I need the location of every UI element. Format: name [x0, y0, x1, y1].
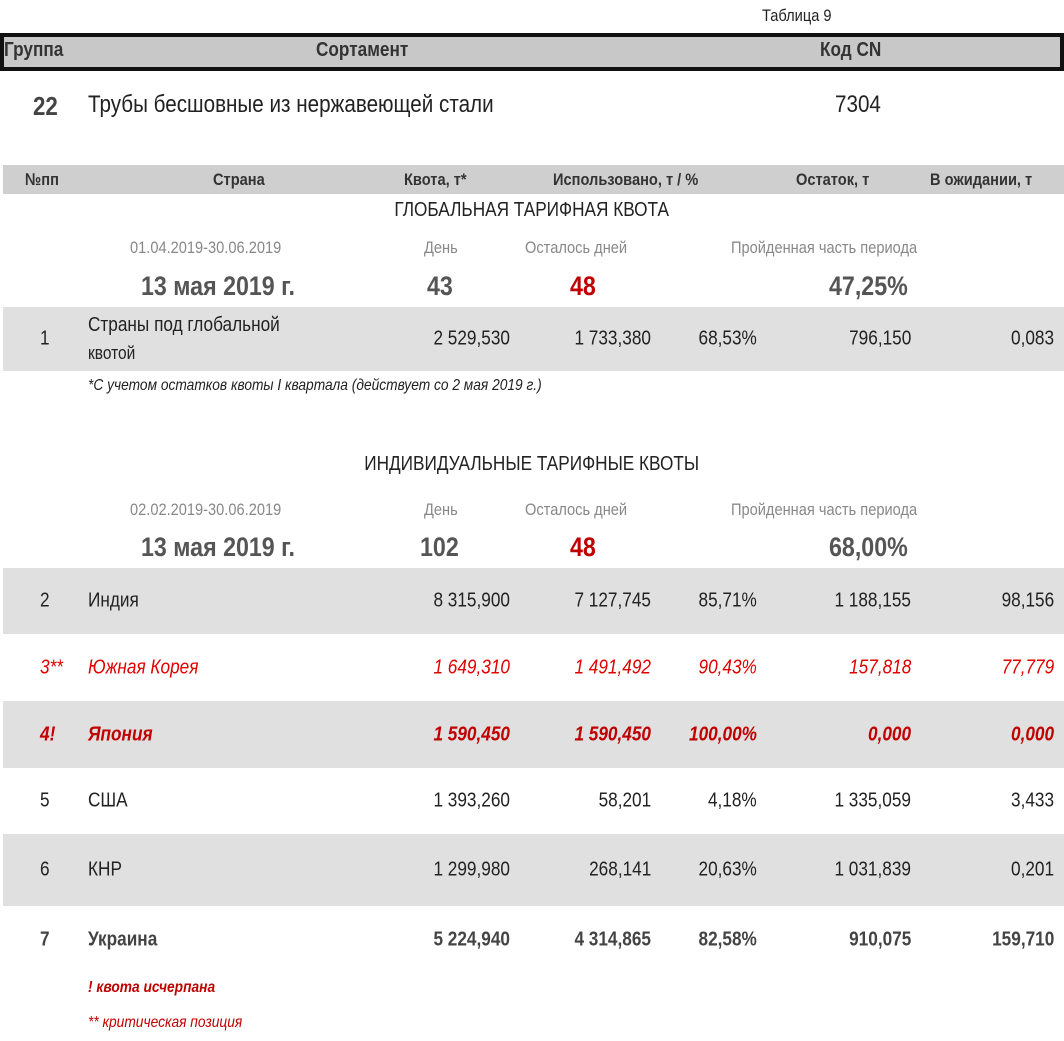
- individual-days-left: 48: [570, 532, 596, 562]
- row-country: Украина: [88, 928, 158, 951]
- col-country: Страна: [213, 170, 265, 189]
- row-remaining: 1 335,059: [834, 789, 911, 812]
- global-day: 43: [427, 271, 453, 301]
- table-row-global-1: [3, 307, 1064, 371]
- row-quota: 1 649,310: [433, 656, 510, 679]
- table-label: Таблица 9: [762, 6, 832, 25]
- table-row: [3, 568, 1064, 634]
- global-elapsed: 47,25%: [829, 271, 908, 301]
- row-used-pct: 90,43%: [698, 656, 757, 679]
- global-elapsed-label: Пройденная часть периода: [731, 238, 918, 257]
- row-pending: 0,201: [1010, 858, 1054, 881]
- row-used: 58,201: [598, 789, 651, 812]
- global-date: 13 мая 2019 г.: [141, 271, 295, 301]
- row-pending: 98,156: [1001, 589, 1054, 612]
- row-pending: 3,433: [1010, 789, 1054, 812]
- row-num: 4!: [40, 723, 56, 745]
- row-remaining: 0,000: [867, 723, 911, 745]
- row-quota: 8 315,900: [433, 589, 510, 612]
- global-footnote: *С учетом остатков квоты I квартала (действует со 2 мая 2019 г.): [88, 377, 542, 394]
- legend-exhausted: ! квота исчерпана: [88, 979, 216, 996]
- global-days-left-label: Осталось дней: [525, 238, 628, 257]
- individual-days-left-label: Осталось дней: [525, 500, 628, 519]
- table-row: [3, 701, 1064, 768]
- header-cn-code: Код CN: [820, 39, 882, 61]
- row-used-pct: 82,58%: [698, 928, 757, 951]
- row-pending: 0,000: [1010, 723, 1054, 745]
- global-section-title: ГЛОБАЛЬНАЯ ТАРИФНАЯ КВОТА: [394, 199, 670, 221]
- row-country: КНР: [88, 858, 122, 881]
- row-remaining: 1 188,155: [834, 589, 911, 612]
- row-remaining: 796,150: [848, 327, 911, 350]
- individual-period: 02.02.2019-30.06.2019: [130, 500, 282, 519]
- col-pending: В ожидании, т: [930, 170, 1033, 189]
- row-num: 1: [40, 327, 50, 350]
- product-name: Трубы бесшовные из нержавеющей стали: [88, 91, 494, 118]
- global-day-label: День: [424, 238, 458, 257]
- top-header: [0, 33, 1064, 71]
- row-num: 7: [40, 928, 50, 951]
- table-row: [3, 635, 1064, 701]
- product-cn-code: 7304: [835, 91, 881, 118]
- row-quota: 1 590,450: [433, 723, 510, 745]
- column-header: [3, 165, 1064, 194]
- header-assortment: Сортамент: [316, 39, 409, 61]
- col-remaining: Остаток, т: [796, 170, 870, 189]
- row-num: 5: [40, 789, 50, 812]
- row-used: 1 491,492: [574, 656, 651, 679]
- row-used: 1 590,450: [574, 723, 651, 745]
- row-country: Страны под глобальной квотой: [88, 314, 280, 363]
- row-pending: 77,779: [1001, 656, 1054, 679]
- row-remaining: 157,818: [848, 656, 911, 679]
- row-num: 2: [40, 589, 50, 612]
- individual-date: 13 мая 2019 г.: [141, 532, 295, 562]
- product-group: 22: [33, 91, 58, 121]
- row-used-pct: 100,00%: [689, 723, 757, 745]
- row-num: 6: [40, 858, 50, 881]
- table-row: [3, 768, 1064, 834]
- table-row: [3, 906, 1064, 974]
- individual-day-label: День: [424, 500, 458, 519]
- row-used-pct: 20,63%: [698, 858, 757, 881]
- col-used: Использовано, т / %: [553, 170, 699, 189]
- row-quota: 1 393,260: [433, 789, 510, 812]
- row-used: 4 314,865: [574, 928, 651, 951]
- table-row: [3, 834, 1064, 906]
- row-quota: 5 224,940: [433, 928, 510, 951]
- individual-elapsed-label: Пройденная часть периода: [731, 500, 918, 519]
- individual-section-title: ИНДИВИДУАЛЬНЫЕ ТАРИФНЫЕ КВОТЫ: [364, 453, 700, 475]
- row-country: Южная Корея: [88, 656, 199, 679]
- row-country: Индия: [88, 589, 139, 612]
- row-country: Япония: [88, 723, 153, 745]
- row-pending: 0,083: [1010, 327, 1054, 350]
- row-quota: 2 529,530: [433, 327, 510, 350]
- row-used: 1 733,380: [574, 327, 651, 350]
- row-used: 7 127,745: [574, 589, 651, 612]
- row-used-pct: 85,71%: [698, 589, 757, 612]
- individual-elapsed: 68,00%: [829, 532, 908, 562]
- row-remaining: 910,075: [848, 928, 911, 951]
- row-used: 268,141: [588, 858, 651, 881]
- legend-critical: ** критическая позиция: [88, 1014, 243, 1031]
- row-used-pct: 4,18%: [708, 789, 757, 812]
- col-quota: Квота, т*: [404, 170, 467, 189]
- row-num: 3**: [40, 656, 63, 679]
- col-num: №пп: [25, 170, 59, 189]
- individual-day: 102: [420, 532, 459, 562]
- global-days-left: 48: [570, 271, 596, 301]
- row-used-pct: 68,53%: [698, 327, 757, 350]
- row-pending: 159,710: [991, 928, 1054, 951]
- row-quota: 1 299,980: [433, 858, 510, 881]
- row-country: США: [88, 789, 128, 812]
- row-remaining: 1 031,839: [834, 858, 911, 881]
- header-group: Группа: [4, 39, 64, 61]
- global-period: 01.04.2019-30.06.2019: [130, 238, 282, 257]
